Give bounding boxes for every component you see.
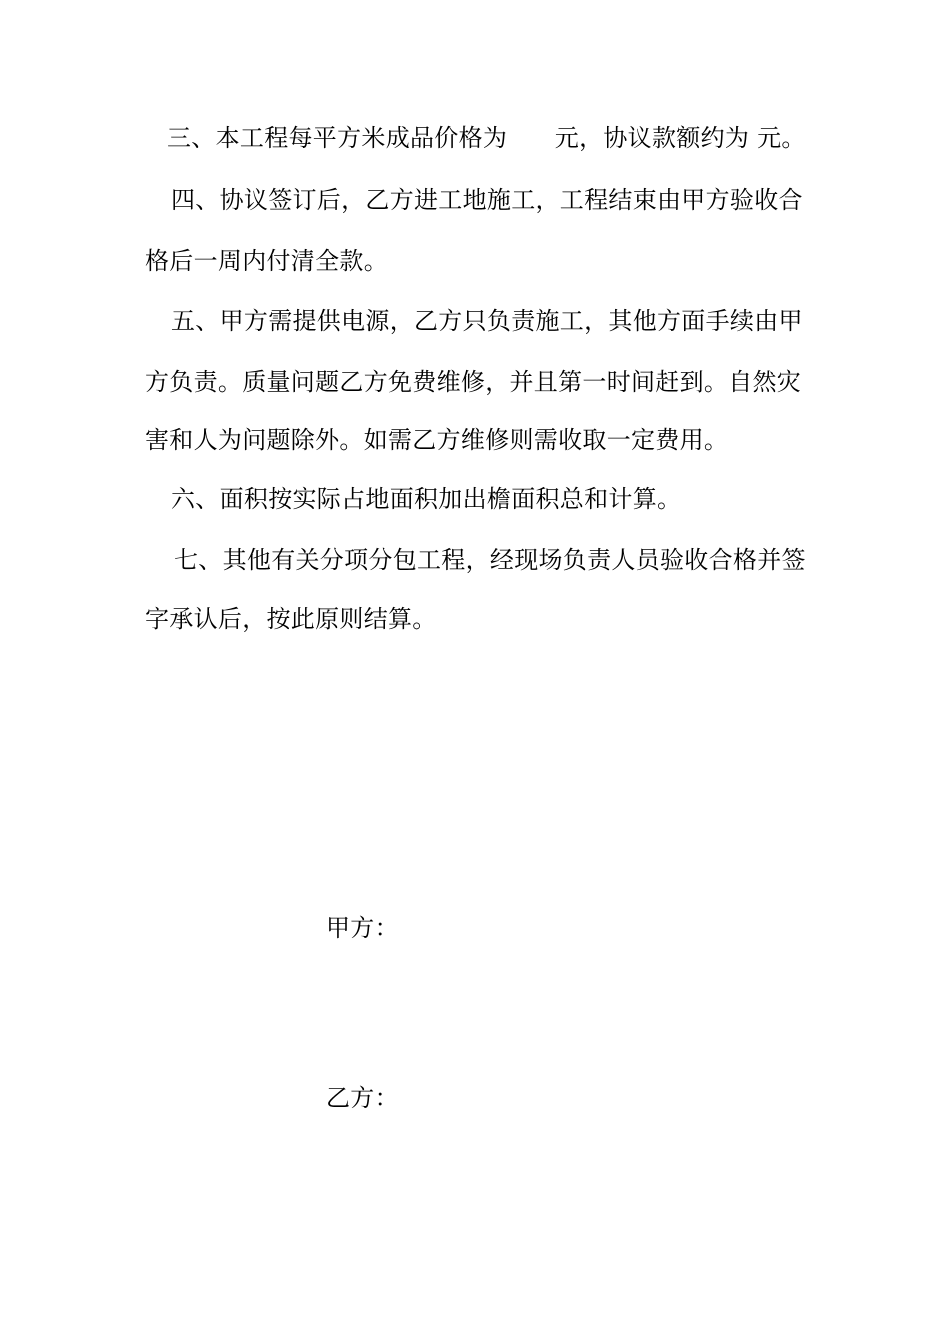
clause-3-line-1	[167, 123, 806, 153]
signature-party-a: 甲方：	[326, 914, 399, 942]
clause-3-price-blank	[507, 124, 555, 152]
signature-party-b: 乙方：	[326, 1084, 399, 1112]
clause-6-line-1: 六、面积按实际占地面积加出檐面积总和计算。	[171, 485, 682, 513]
clause-7-line-2: 字承认后，按此原则结算。	[145, 605, 437, 633]
clause-5-line-3: 害和人为问题除外。如需乙方维修则需收取一定费用。	[145, 426, 729, 454]
clause-7-line-1: 七、其他有关分项分包工程，经现场负责人员验收合格并签	[174, 546, 806, 574]
clause-3-text-a: 三、本工程每平方米成品价格为	[167, 124, 508, 152]
clause-5-line-1: 五、甲方需提供电源，乙方只负责施工，其他方面手续由甲	[171, 307, 803, 335]
clause-3-text-b: 元，协议款额约为 元。	[554, 124, 806, 152]
clause-4-line-1: 四、协议签订后，乙方进工地施工，工程结束由甲方验收合	[171, 186, 803, 214]
clause-5-line-2: 方负责。质量问题乙方免费维修，并且第一时间赶到。自然灾	[145, 368, 802, 396]
clause-4-line-2: 格后一周内付清全款。	[145, 247, 388, 275]
